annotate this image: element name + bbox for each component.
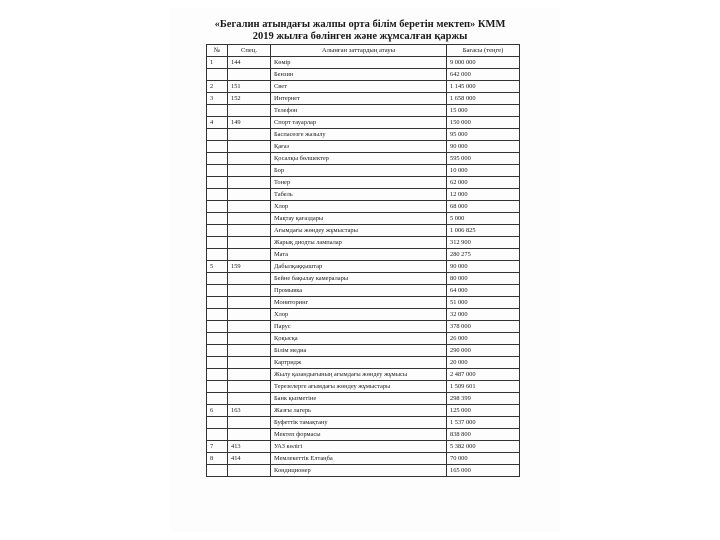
row-number: [207, 297, 228, 309]
row-price: 62 000: [447, 177, 520, 189]
row-spec: [228, 129, 271, 141]
row-spec: [228, 369, 271, 381]
row-item-name: Баспасөзге жазылу: [271, 129, 447, 141]
row-item-name: Бейне бақылау камералары: [271, 273, 447, 285]
row-item-name: Қағаз: [271, 141, 447, 153]
table-row: [207, 297, 520, 309]
row-spec: [228, 249, 271, 261]
row-number: [207, 381, 228, 393]
table-row: [207, 165, 520, 177]
row-spec: 163: [228, 405, 271, 417]
row-spec: [228, 345, 271, 357]
row-price: 80 000: [447, 273, 520, 285]
table-row: [207, 321, 520, 333]
row-spec: [228, 429, 271, 441]
row-number: [207, 237, 228, 249]
row-price: 15 000: [447, 105, 520, 117]
row-price: 9 000 000: [447, 57, 520, 69]
table-row: [207, 273, 520, 285]
row-number: [207, 417, 228, 429]
row-number: [207, 153, 228, 165]
row-item-name: Промывка: [271, 285, 447, 297]
row-item-name: Тонер: [271, 177, 447, 189]
row-price: 90 000: [447, 261, 520, 273]
row-number: [207, 177, 228, 189]
table-row: [207, 465, 520, 477]
row-item-name: Көмір: [271, 57, 447, 69]
table-row: [207, 57, 520, 69]
row-spec: [228, 69, 271, 81]
row-price: 1 145 000: [447, 81, 520, 93]
table-body: [207, 57, 520, 477]
row-price: 26 000: [447, 333, 520, 345]
row-spec: [228, 333, 271, 345]
table-row: [207, 129, 520, 141]
row-number: [207, 393, 228, 405]
row-price: 5 382 000: [447, 441, 520, 453]
row-number: [207, 357, 228, 369]
row-item-name: Бензин: [271, 69, 447, 81]
row-number: 2: [207, 81, 228, 93]
row-item-name: Қоқысқа: [271, 333, 447, 345]
row-price: 312 900: [447, 237, 520, 249]
table-row: [207, 285, 520, 297]
row-number: 8: [207, 453, 228, 465]
table-row: [207, 417, 520, 429]
row-spec: [228, 177, 271, 189]
table-row: [207, 177, 520, 189]
row-price: 1 537 000: [447, 417, 520, 429]
row-item-name: Телефон: [271, 105, 447, 117]
row-number: 6: [207, 405, 228, 417]
table-row: [207, 141, 520, 153]
table-row: [207, 369, 520, 381]
table-row: [207, 225, 520, 237]
row-spec: [228, 321, 271, 333]
row-price: 10 000: [447, 165, 520, 177]
row-price: 64 000: [447, 285, 520, 297]
table-row: [207, 333, 520, 345]
table-row: [207, 201, 520, 213]
table-row: [207, 441, 520, 453]
row-number: [207, 285, 228, 297]
row-price: 68 000: [447, 201, 520, 213]
document-title-line1: «Бегалин атындағы жалпы орта білім беретін мектеп» КММ: [214, 19, 506, 30]
row-item-name: Парус: [271, 321, 447, 333]
header-item-name: Алынған заттардың атауы: [271, 45, 447, 57]
row-spec: [228, 225, 271, 237]
table-row: [207, 357, 520, 369]
row-spec: 149: [228, 117, 271, 129]
row-spec: [228, 393, 271, 405]
row-spec: [228, 309, 271, 321]
document-title-line2: 2019 жылға бөлінген және жұмсалған қаржы: [252, 31, 468, 42]
header-price: Бағасы (теңге): [447, 45, 520, 57]
row-price: 5 000: [447, 213, 520, 225]
row-number: [207, 141, 228, 153]
row-price: 20 000: [447, 357, 520, 369]
row-price: 1 658 000: [447, 93, 520, 105]
row-spec: [228, 237, 271, 249]
row-number: [207, 129, 228, 141]
row-number: [207, 321, 228, 333]
table-row: [207, 189, 520, 201]
row-item-name: Мата: [271, 249, 447, 261]
row-spec: 151: [228, 81, 271, 93]
table-row: [207, 345, 520, 357]
row-number: [207, 189, 228, 201]
row-price: 1 509 601: [447, 381, 520, 393]
row-price: 51 000: [447, 297, 520, 309]
table-row: [207, 405, 520, 417]
row-item-name: Жарық диодты лампалар: [271, 237, 447, 249]
row-spec: [228, 189, 271, 201]
row-number: [207, 309, 228, 321]
row-price: 150 000: [447, 117, 520, 129]
row-item-name: Жазғы лагерь: [271, 405, 447, 417]
row-price: 298 399: [447, 393, 520, 405]
row-number: [207, 165, 228, 177]
table-row: [207, 93, 520, 105]
row-item-name: Мектеп формасы: [271, 429, 447, 441]
expense-table: [206, 44, 520, 477]
row-price: 838 800: [447, 429, 520, 441]
row-price: 2 487 000: [447, 369, 520, 381]
row-item-name: Табель: [271, 189, 447, 201]
row-spec: [228, 417, 271, 429]
row-item-name: Ағымдағы жөндеу жұмыстары: [271, 225, 447, 237]
row-price: 378 000: [447, 321, 520, 333]
row-price: 90 000: [447, 141, 520, 153]
row-number: 7: [207, 441, 228, 453]
row-item-name: Хлор: [271, 201, 447, 213]
row-item-name: Картридж: [271, 357, 447, 369]
table-row: [207, 105, 520, 117]
row-price: 70 000: [447, 453, 520, 465]
table-row: [207, 393, 520, 405]
row-item-name: Жылу қазандығының ағымдағы жөндеу жұмысы: [271, 369, 447, 381]
row-spec: [228, 201, 271, 213]
row-item-name: Бор: [271, 165, 447, 177]
row-price: 95 000: [447, 129, 520, 141]
row-item-name: Терезелерге ағымдағы жөндеу жұмыстары: [271, 381, 447, 393]
row-number: 4: [207, 117, 228, 129]
row-number: [207, 345, 228, 357]
row-price: 32 000: [447, 309, 520, 321]
table-row: [207, 453, 520, 465]
row-number: [207, 465, 228, 477]
header-spec: Спец.: [228, 45, 271, 57]
table-row: [207, 153, 520, 165]
row-item-name: УАЗ көлігі: [271, 441, 447, 453]
row-number: 1: [207, 57, 228, 69]
row-number: [207, 333, 228, 345]
row-price: 165 000: [447, 465, 520, 477]
row-item-name: Білім медиа: [271, 345, 447, 357]
row-price: 280 275: [447, 249, 520, 261]
row-item-name: Кондиционер: [271, 465, 447, 477]
table-row: [207, 309, 520, 321]
table-row: [207, 429, 520, 441]
row-number: [207, 249, 228, 261]
row-spec: [228, 465, 271, 477]
row-item-name: Свет: [271, 81, 447, 93]
row-number: [207, 69, 228, 81]
row-spec: [228, 141, 271, 153]
table-row: [207, 237, 520, 249]
row-number: 3: [207, 93, 228, 105]
row-spec: [228, 273, 271, 285]
row-number: [207, 273, 228, 285]
table-row: [207, 213, 520, 225]
row-item-name: Дабылқаққыштар: [271, 261, 447, 273]
row-price: 290 000: [447, 345, 520, 357]
row-price: 1 006 825: [447, 225, 520, 237]
row-item-name: Хлор: [271, 309, 447, 321]
row-item-name: Мемлекеттік Елтаңба: [271, 453, 447, 465]
row-item-name: Мақтау қағаздары: [271, 213, 447, 225]
row-spec: 414: [228, 453, 271, 465]
row-price: 12 000: [447, 189, 520, 201]
row-spec: [228, 165, 271, 177]
row-number: [207, 369, 228, 381]
table-row: [207, 81, 520, 93]
table-row: [207, 117, 520, 129]
row-item-name: Мониторинг: [271, 297, 447, 309]
row-spec: 413: [228, 441, 271, 453]
row-spec: [228, 297, 271, 309]
row-price: 125 000: [447, 405, 520, 417]
table-row: [207, 261, 520, 273]
row-item-name: Қосалқы бөлшектер: [271, 153, 447, 165]
row-price: 595 000: [447, 153, 520, 165]
row-spec: [228, 105, 271, 117]
table-header-row: [207, 45, 520, 57]
row-item-name: Спорт тауарлар: [271, 117, 447, 129]
row-spec: 152: [228, 93, 271, 105]
row-number: [207, 429, 228, 441]
row-spec: [228, 153, 271, 165]
row-spec: [228, 213, 271, 225]
header-number: №: [207, 45, 228, 57]
row-spec: [228, 357, 271, 369]
row-spec: 144: [228, 57, 271, 69]
row-number: [207, 225, 228, 237]
row-number: 5: [207, 261, 228, 273]
row-item-name: Интернет: [271, 93, 447, 105]
row-price: 642 000: [447, 69, 520, 81]
row-number: [207, 201, 228, 213]
table-row: [207, 249, 520, 261]
table-row: [207, 381, 520, 393]
row-item-name: Банк қызметіне: [271, 393, 447, 405]
row-number: [207, 213, 228, 225]
row-item-name: Буфеттік тамақтану: [271, 417, 447, 429]
row-number: [207, 105, 228, 117]
row-spec: [228, 285, 271, 297]
row-spec: [228, 381, 271, 393]
table-row: [207, 69, 520, 81]
row-spec: 159: [228, 261, 271, 273]
